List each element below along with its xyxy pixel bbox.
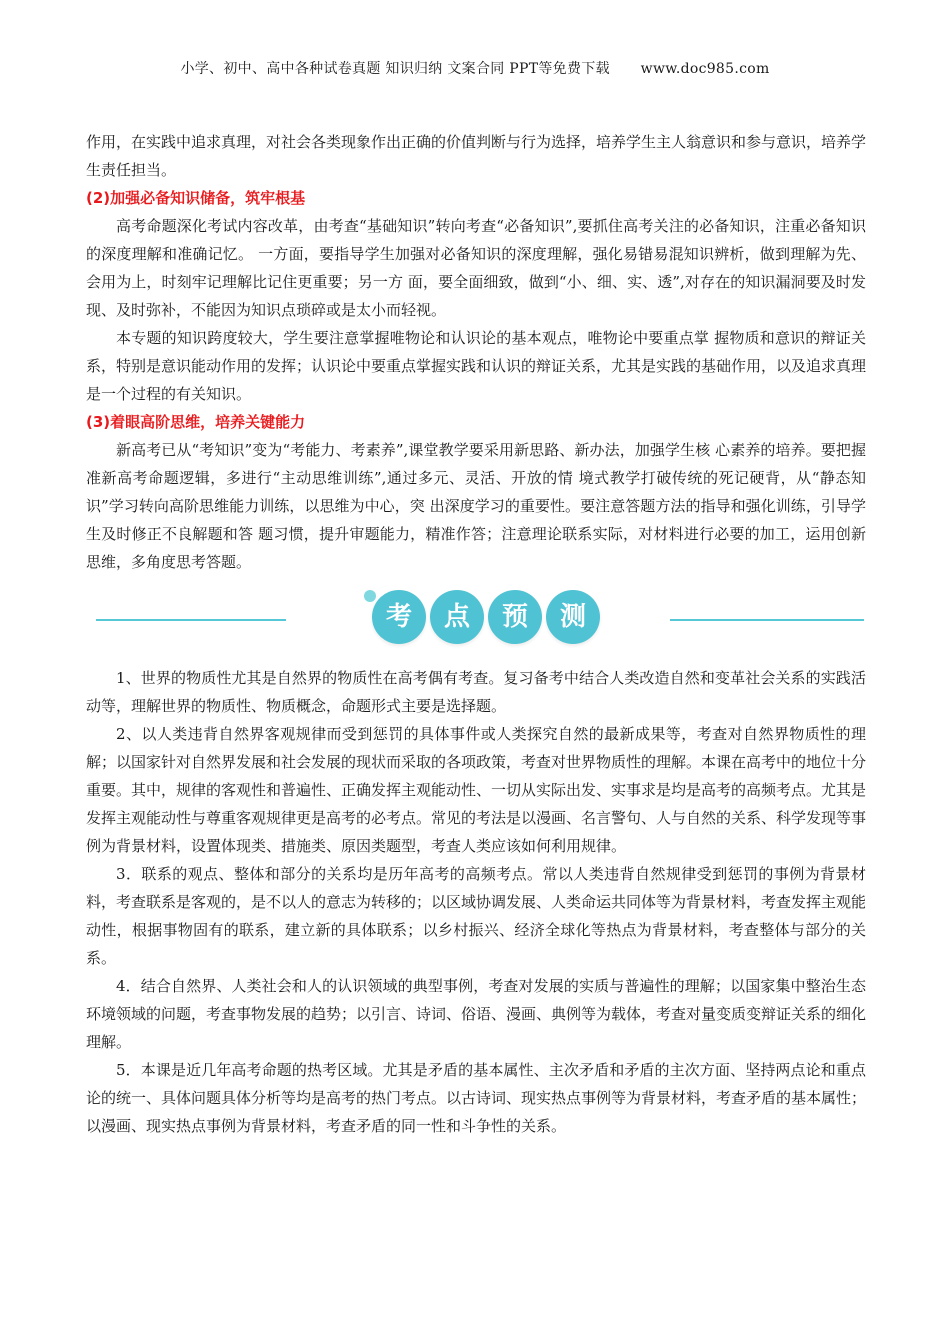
paragraph-2b: 本专题的知识跨度较大，学生要注意掌握唯物论和认识论的基本观点，唯物论中要重点掌 握物质和意识的辩证关系，特别是意识能动作用的发挥；认识论中要重点掌握实践和认识的辩证关系，尤其是实践的基础作用，以及追求真理是一个过程的有关知识。	[86, 329, 867, 403]
header-url: www.doc985.com	[640, 61, 770, 77]
header-text: 小学、初中、高中各种试卷真题 知识归纳 文案合同 PPT等免费下载	[180, 61, 610, 77]
paragraph-2a: 高考命题深化考试内容改革，由考查“基础知识”转向考查“必备知识”,要抓住高考关注的必备知识，注重必备知识的深度理解和准确记忆。 一方面，要指导学生加强对必备知识的深度理解，强化易错易混知识辨析，做到理解为先、会用为上，时刻牢记理解比记住更重要；另一方 面，要全面细致，做到“小、细、实、透”,对存在的知识漏洞要及时发现、及时弥补，不能因为知识点琐碎或是太小而轻视。	[86, 217, 866, 319]
banner-char: 测	[546, 590, 600, 644]
document-body	[86, 128, 866, 1140]
list-item: 2、以人类违背自然界客观规律而受到惩罚的具体事件或人类探究自然的最新成果等，考查对自然界物质性的理解；以国家针对自然界发展和社会发展的现状而采取的各项政策，考查对世界物质性的理解。本课在高考中的地位十分重要。其中，规律的客观性和普遍性、正确发挥主观能动性、一切从实际出发、实事求是均是高考的高频考点。尤其是发挥主观能动性与尊重客观规律更是高考的必考点。常见的考法是以漫画、名言警句、人与自然的关系、科学发现等事例为背景材料，设置体现类、措施类、原因类题型，考查人类应该如何利用规律。	[86, 725, 867, 855]
list-item: 3．联系的观点、整体和部分的关系均是历年高考的高频考点。常以人类违背自然规律受到惩罚的事例为背景材料，考查联系是客观的，是不以人的意志为转移的；以区域协调发展、人类命运共同体等为背景材料，考查发挥主观能动性，根据事物固有的联系，建立新的具体联系；以乡村振兴、经济全球化等热点为背景材料，考查整体与部分的关系。	[86, 865, 867, 967]
banner-line-left	[96, 619, 286, 621]
section-heading-2: (2)加强必备知识储备，筑牢根基	[86, 189, 306, 207]
list-item: 4．结合自然界、人类社会和人的认识领域的典型事例，考查对发展的实质与普遍性的理解；以国家集中整治生态环境领域的问题，考查事物发展的趋势；以引言、诗词、俗语、漫画、典例等为载体，考查对量变质变辩证关系的细化理解。	[86, 977, 867, 1051]
banner-char: 考	[372, 590, 426, 644]
paragraph-continued: 作用，在实践中追求真理，对社会各类现象作出正确的价值判断与行为选择，培养学生主人翁意识和参与意识，培养学生责任担当。	[86, 133, 867, 179]
section-banner	[86, 582, 866, 656]
paragraph-3: 新高考已从“考知识”变为“考能力、考素养”,课堂教学要采用新思路、新办法，加强学生核 心素养的培养。要把握准新高考命题逻辑，多进行“主动思维训练”,通过多元、灵活、开放的情 境式教学打破传统的死记硬背，从“静态知识”学习转向高阶思维能力训练，以思维为中心，突 出深度学习的重要性。要注意答题方法的指导和强化训练，引导学生及时修正不良解题和答 题习惯，提升审题能力，精准作答；注意理论联系实际，对材料进行必要的加工，运用创新思维，多角度思考答题。	[86, 441, 866, 571]
banner-char: 点	[430, 590, 484, 644]
section-heading-3: (3)着眼高阶思维，培养关键能力	[86, 413, 306, 431]
banner-char: 预	[488, 590, 542, 644]
banner-line-right	[670, 619, 864, 621]
list-item: 1、世界的物质性尤其是自然界的物质性在高考偶有考查。复习备考中结合人类改造自然和变革社会关系的实践活动等，理解世界的物质性、物质概念，命题形式主要是选择题。	[86, 669, 866, 715]
list-item: 5．本课是近几年高考命题的热考区域。尤其是矛盾的基本属性、主次矛盾和矛盾的主次方面、坚持两点论和重点论的统一、具体问题具体分析等均是高考的热门考点。以古诗词、现实热点事例等为背景材料，考查矛盾的基本属性；以漫画、现实热点事例为背景材料，考查矛盾的同一性和斗争性的关系。	[86, 1061, 867, 1135]
banner-title	[372, 590, 600, 644]
page-header	[0, 58, 950, 78]
